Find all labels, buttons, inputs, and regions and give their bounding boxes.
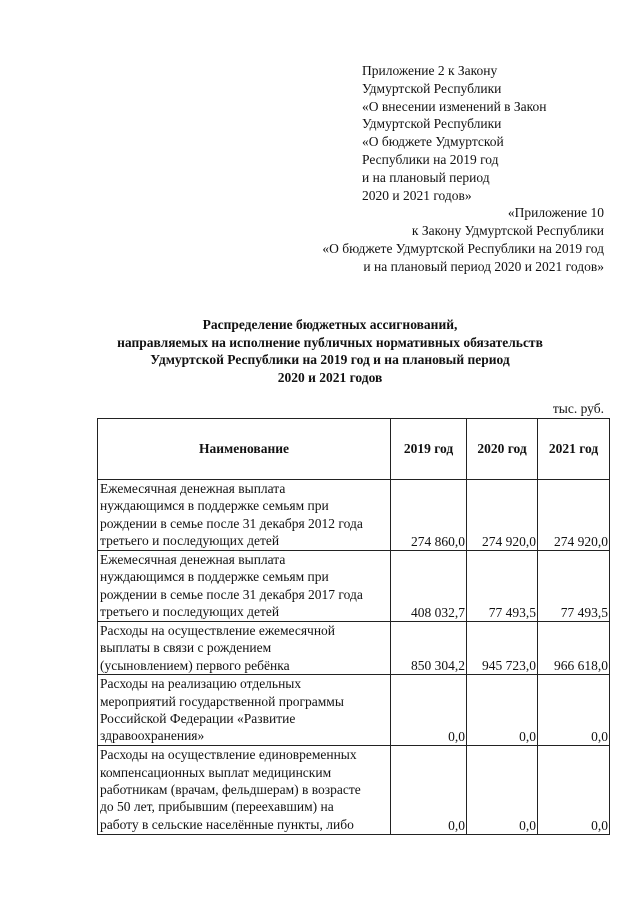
annex-amendment-line: Республики на 2019 год [362,151,499,167]
value-2019: 0,0 [391,675,467,746]
annex-amendment-line: Удмуртской Республики [362,80,502,96]
header-name: Наименование [98,419,391,480]
value-2020: 0,0 [467,746,538,835]
header-2021: 2021 год [538,419,610,480]
header-2019: 2019 год [391,419,467,480]
header-2020: 2020 год [467,419,538,480]
title-line: 2020 и 2021 годов [277,369,383,385]
row-name-cell [98,551,391,622]
row-name-line: Расходы на реализацию отдельных [100,676,302,692]
value-2019: 408 032,7 [391,551,467,622]
row-name-line: Ежемесячная денежная выплата [100,481,286,496]
row-name-cell [98,480,391,551]
title-line: Распределение бюджетных ассигнований, [202,317,458,332]
annex-original-line: и на плановый период 2020 и 2021 годов» [363,259,604,274]
row-name-line: Российской Федерации «Развитие [100,711,296,727]
annex-amendment-line: 2020 и 2021 годов» [362,187,472,203]
row-name-line: рождении в семье после 31 декабря 2012 года [100,515,363,531]
row-name-line: рождении в семье после 31 декабря 2017 года [100,586,363,602]
value-2020: 945 723,0 [467,622,538,675]
annex-amendment-line: Приложение 2 к Закону [362,63,498,78]
annex-original-line: «О бюджете Удмуртской Республики на 2019 год [322,241,604,256]
value-2020: 77 493,5 [467,551,538,622]
table-row [98,622,610,675]
row-name-line: компенсационных выплат медицинским [100,764,332,780]
budget-allocation-table [97,418,610,835]
table-row [98,675,610,746]
value-2019: 0,0 [391,746,467,835]
value-2019: 850 304,2 [391,622,467,675]
value-2020: 274 920,0 [467,480,538,551]
value-2021: 966 618,0 [538,622,610,675]
row-name-cell [98,675,391,746]
row-name-cell [98,746,391,835]
annex-original-note [322,204,604,276]
row-name-line: мероприятий государственной программы [100,693,344,709]
annex-amendment-note [362,62,547,204]
row-name-line: здравоохранения» [100,728,205,744]
row-name-line: работу в сельские населённые пункты, либо [100,816,354,832]
row-name-line: выплаты в связи с рождением [100,640,272,656]
table-row [98,746,610,835]
table-row [98,480,610,551]
row-name-line: нуждающимся в поддержке семьям при [100,569,329,585]
row-name-line: до 50 лет, прибывшим (переехавшим) на [100,799,334,815]
value-2021: 0,0 [538,746,610,835]
annex-original-line: к Закону Удмуртской Республики [411,223,604,238]
row-name-line: Расходы на осуществление единовременных [100,747,357,763]
annex-amendment-line: и на плановый период [362,169,490,185]
units-label: тыс. руб. [552,401,604,416]
table-header-row [98,419,610,480]
document-title [60,316,600,386]
annex-amendment-line: «О внесении изменений в Закон [362,98,547,114]
row-name-cell [98,622,391,675]
value-2021: 0,0 [538,675,610,746]
title-line: Удмуртской Республики на 2019 год и на плановый период [150,352,510,367]
table-row [98,551,610,622]
row-name-line: Расходы на осуществление ежемесячной [100,623,336,638]
row-name-line: третьего и последующих детей [100,604,280,620]
value-2021: 274 920,0 [538,480,610,551]
row-name-line: (усыновлением) первого ребёнка [100,657,290,673]
annex-amendment-line: Удмуртской Республики [362,116,502,132]
row-name-line: работникам (врачам, фельдшерам) в возрасте [100,782,361,798]
title-line: направляемых на исполнение публичных нормативных обязательств [117,334,543,350]
annex-original-line: «Приложение 10 [507,205,604,220]
row-name-line: нуждающимся в поддержке семьям при [100,498,329,514]
value-2021: 77 493,5 [538,551,610,622]
annex-amendment-line: «О бюджете Удмуртской [362,134,504,150]
value-2020: 0,0 [467,675,538,746]
row-name-line: третьего и последующих детей [100,533,280,549]
value-2019: 274 860,0 [391,480,467,551]
row-name-line: Ежемесячная денежная выплата [100,552,286,567]
